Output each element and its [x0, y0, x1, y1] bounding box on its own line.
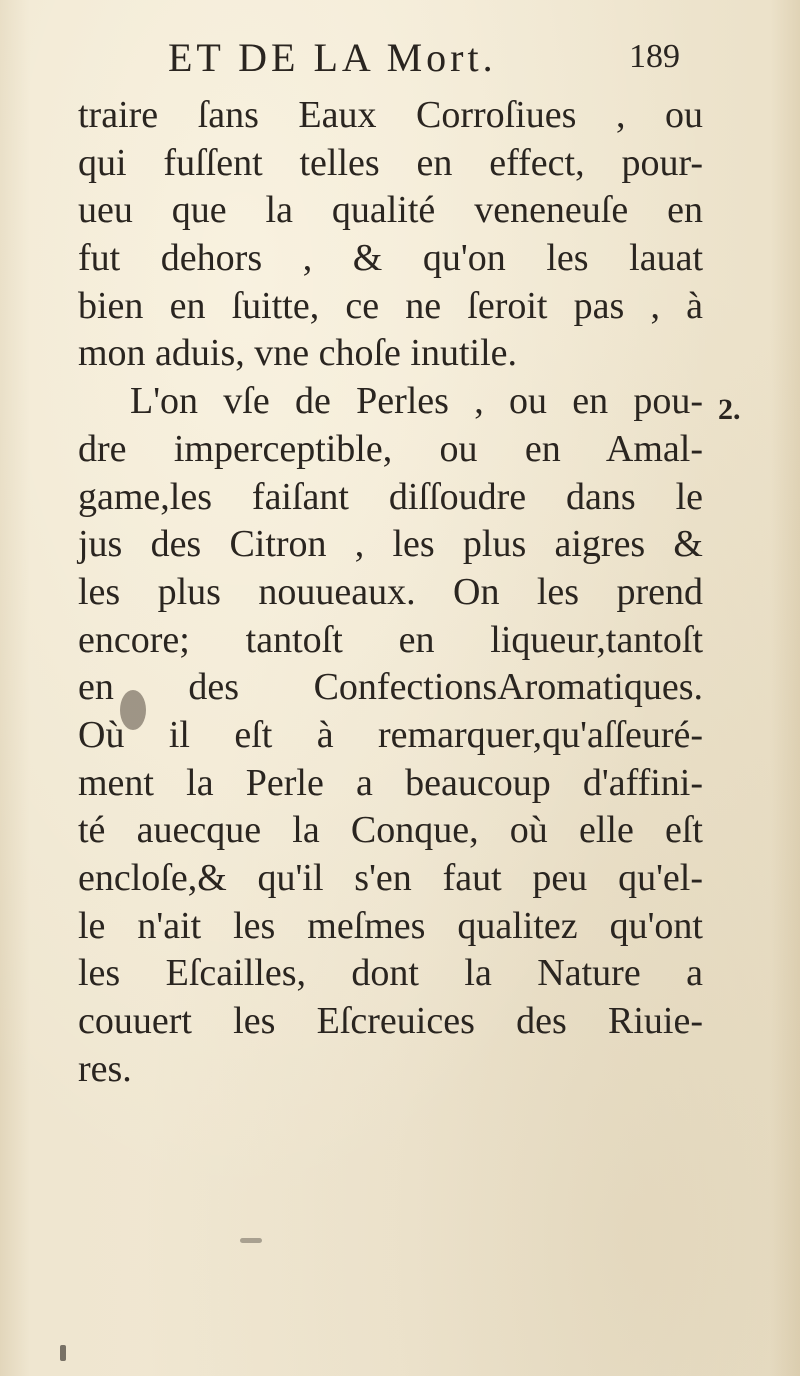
- margin-note: 2.: [718, 393, 741, 426]
- text-line: té auecque la Conque, où elle eſt: [78, 809, 703, 852]
- page-header: [160, 30, 680, 90]
- running-title-prefix: ET DE LA: [168, 35, 387, 80]
- text-line: les plus nouueaux. On les prend: [78, 570, 703, 613]
- text-line: jus des Citron , les plus aigres &: [78, 523, 703, 566]
- text-line: ment la Perle a beaucoup d'affini-: [78, 761, 703, 804]
- text-line: encloſe,& qu'il s'en faut peu qu'el-: [78, 857, 703, 899]
- running-title: [168, 34, 497, 81]
- text-line: traire ſans Eaux Corroſiues , ou: [78, 94, 703, 136]
- text-line: les Eſcailles, dont la Nature a: [78, 952, 703, 995]
- page-number: 189: [629, 38, 680, 75]
- text-line: encore; tantoſt en liqueur,tantoſt: [78, 618, 703, 661]
- text-line: res.: [78, 1047, 132, 1090]
- ink-blot: [120, 690, 146, 730]
- text-line: game,les faiſant diſſoudre dans le: [78, 475, 703, 518]
- text-line: en des ConfectionsAromatiques.: [78, 666, 703, 709]
- text-line: mon aduis, vne choſe inutile.: [78, 332, 518, 375]
- body-text: [78, 92, 703, 1093]
- text-line: bien en ſuitte, ce ne ſeroit pas , à: [78, 284, 703, 327]
- text-line: le n'ait les meſmes qualitez qu'ont: [78, 904, 703, 947]
- text-line: ueu que la qualité veneneuſe en: [78, 189, 703, 232]
- ink-speck: [60, 1345, 66, 1361]
- text-line: L'on vſe de Perles , ou en pou-: [130, 380, 703, 423]
- text-line: qui fuſſent telles en effect, pour-: [78, 141, 703, 184]
- running-title-main: Mort.: [386, 35, 497, 80]
- text-line: couuert les Eſcreuices des Riuie-: [78, 1000, 703, 1043]
- text-line: fut dehors , & qu'on les lauat: [78, 237, 703, 280]
- ink-speck: [240, 1238, 262, 1243]
- text-line: Où il eſt à remarquer,qu'aſſeuré-: [78, 713, 703, 756]
- text-line: dre imperceptible, ou en Amal-: [78, 427, 703, 470]
